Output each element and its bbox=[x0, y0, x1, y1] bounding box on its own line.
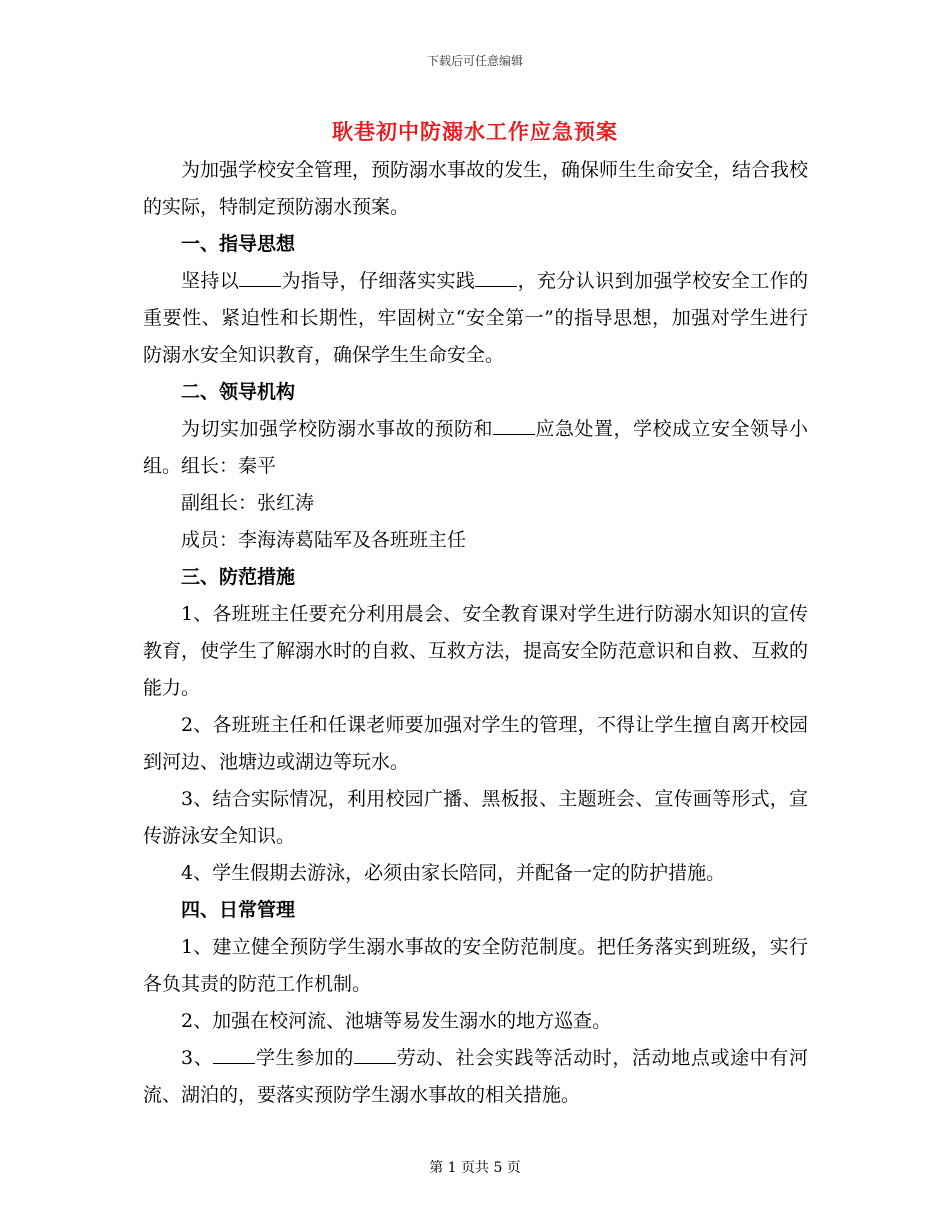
prevention-item: 1、各班班主任要充分利用晨会、安全教育课对学生进行防溺水知识的宣传教育，使学生了解溺水时的自救、互救方法，提高安全防范意识和自救、互救的能力。 bbox=[143, 603, 809, 699]
page-footer: 第 1 页共 5 页 bbox=[429, 1160, 521, 1176]
vice-leader-line: 副组长：张红涛 bbox=[181, 492, 315, 514]
leadership-paragraph bbox=[143, 411, 808, 485]
document-title: 耿巷初中防溺水工作应急预案 bbox=[332, 119, 618, 144]
page-header: 下载后可任意编辑 bbox=[426, 54, 523, 68]
prevention-item: 2、各班班主任和任课老师要加强对学生的管理，不得让学生擅自离开校园到河边、池塘边或湖边等玩水。 bbox=[143, 714, 808, 773]
document-body bbox=[143, 152, 808, 1114]
blank-line bbox=[213, 1045, 255, 1064]
prevention-item: 4、学生假期去游泳，必须由家长陪同，并配备一定的防护措施。 bbox=[181, 862, 726, 884]
management-item: 1、建立健全预防学生溺水事故的安全防范制度。把任务落实到班级，实行各负其责的防范工作机制。 bbox=[143, 936, 808, 995]
members-line: 成员：李海涛葛陆军及各班班主任 bbox=[181, 529, 467, 551]
text-run: 坚持以 bbox=[181, 270, 240, 292]
management-item bbox=[143, 1040, 808, 1114]
section-heading-leadership: 二、领导机构 bbox=[181, 381, 296, 403]
guiding-ideology-paragraph bbox=[143, 263, 808, 374]
section-heading-prevention: 三、防范措施 bbox=[181, 566, 296, 588]
section-heading-daily-management: 四、日常管理 bbox=[181, 899, 296, 921]
management-item: 2、加强在校河流、池塘等易发生溺水的地方巡查。 bbox=[181, 1010, 612, 1032]
text-run: ，充分认识到加强学校安全工作的重要性、紧迫性和长期性，牢固树立“安全第一”的指导思想，加强对学生进行防溺水安全知识教育，确保学生生命安全。 bbox=[143, 270, 808, 366]
intro-paragraph: 为加强学校安全管理，预防溺水事故的发生，确保师生生命安全，结合我校的实际，特制定预防溺水预案。 bbox=[143, 159, 809, 218]
text-run: 为切实加强学校防溺水事故的预防和 bbox=[181, 418, 493, 440]
blank-line bbox=[493, 416, 535, 435]
text-run: 为指导，仔细落实实践 bbox=[281, 270, 476, 292]
text-run: 应急处置，学校成立安全领导小组。组长：秦平 bbox=[143, 418, 808, 477]
section-heading-guiding-ideology: 一、指导思想 bbox=[181, 233, 296, 255]
prevention-item: 3、结合实际情况，利用校园广播、黑板报、主题班会、宣传画等形式，宣传游泳安全知识。 bbox=[143, 788, 808, 847]
text-run: 劳动、社会实践等活动时，活动地点或途中有河流、湖泊的，要落实预防学生溺水事故的相关措施。 bbox=[143, 1047, 808, 1106]
blank-line bbox=[354, 1045, 396, 1064]
blank-line bbox=[475, 268, 517, 287]
text-run: 学生参加的 bbox=[255, 1047, 355, 1069]
text-run: 3、 bbox=[181, 1047, 214, 1069]
blank-line bbox=[239, 268, 281, 287]
